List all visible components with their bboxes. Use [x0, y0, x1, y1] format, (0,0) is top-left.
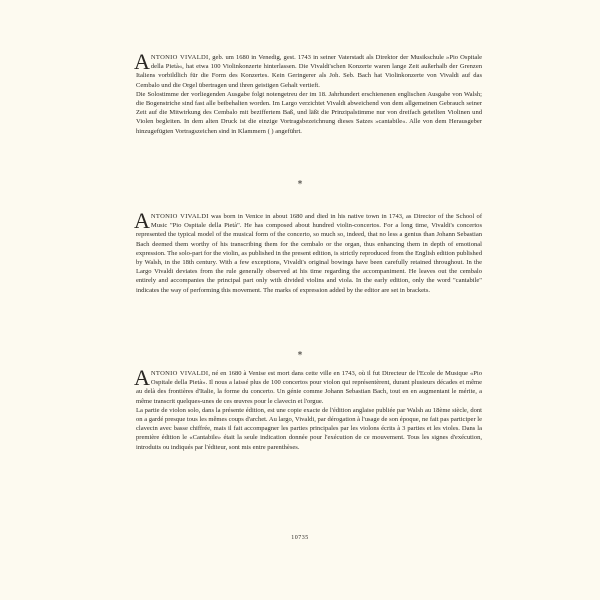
section-separator: *: [297, 351, 303, 361]
english-section: [134, 208, 482, 295]
french-paragraph-2: La partie de violon solo, dans la présente édition, est une copie exacte de l'édition anglaise publiée par Walsh au 18ème siècle, dont on a gardé presque tous les mêmes coups d'archet. Au largo, Vivaldi, par dérogation à l'usage de son époque, ne fait pas participer le clavecin avec basse chiffrée, mais il fait accompagner les parties principales par les violons écrits à 3 parties et les violes. Dans la première édition le «Cantabile» était la seule indication donnée pour l'exécution de ce mouvement. Tous les signes d'exécution, introduits ou indiqués par l'éditeur, sont mis entre parenthèses.: [136, 406, 482, 451]
french-section: [134, 365, 482, 452]
german-dropcap: A: [134, 49, 150, 74]
german-paragraph-2: Die Solostimme der vorliegenden Ausgabe folgt notengetreu der im 18. Jahrhundert erschienenen englischen Ausgabe von Walsh; die Bogenstriche sind fast alle beibehalten worden. Im Largo verzichtet Vivaldi abweichend von dem allgemeinen Gebrauch seiner Zeit auf die Mitwirkung des Cembalo mit beziffertem Baß, und läßt die Prinzipalstimme nur von dreifach geteilten Violinen und Violen begleiten. In dem alten Druck ist die einzige Vortragsbezeichnung dieses Satzes »cantabile«. Alle von dem Herausgeber hinzugefügten Vortragszeichen sind in Klammern ( ) angeführt.: [136, 90, 482, 135]
english-composer-name: NTONIO VIVALDI: [150, 213, 209, 220]
english-paragraph-1: [134, 208, 482, 295]
german-paragraph-1: [134, 49, 483, 90]
french-composer-name: NTONIO VIVALDI: [150, 370, 209, 377]
french-dropcap: A: [134, 365, 150, 390]
german-composer-name: NTONIO VIVALDI: [150, 54, 209, 61]
page-footer-number: 10735: [291, 535, 309, 541]
english-dropcap: A: [134, 208, 150, 233]
french-text-1: , né en 1680 à Venise est mort dans cette ville en 1743, où il fut Directeur de l'Ecole de Musique «Pio Ospitale della Pietà». Il nous a laissé plus de 100 concertos pour violon qui représentèrent, durant plusieurs décades et même au delà des frontières d'Italie, la forme du concerto. Un génie comme Johann Sebastian Bach, tout en en augmentant le mérite, a même transcrit quelques-unes de ces œuvres pour le clavecin et l'orgue.: [136, 370, 482, 405]
german-section: [134, 49, 483, 136]
english-text-1: was born in Venice in about 1680 and died in his native town in 1743, as Director of the School of Music "Pio Ospitale della Pietà". He has composed about hundred violin-concertos. For a long time, Vivaldi's concertos represented the typical model of the musical form of the concerto, so much so, indeed, that no less a genius than Johann Sebastian Bach deemed them worthy of his transcribing them for the cembalo or the organ, thus enhancing them in depth of emotional expression. The solo-part for the violin, as published in the present edition, is strictly reproduced from the English edition published by Walsh, in the 18th century. With a few exceptions, Vivaldi's original bowings have been carefully retained throughout. In the Largo Vivaldi deviates from the rule generally observed at his time regarding the accompaniment. He leaves out the cembalo entirely and accompanies the principal part only with divided violins and viola. In the early edition, only the word "cantabile" indicates the way of performing this movement. The marks of expression added by the editor are set in brackets.: [136, 213, 482, 294]
german-text-1: , geb. um 1680 in Venedig, gest. 1743 in seiner Vaterstadt als Direktor der Musikschule »Pio Ospitale della Pietà«, hat etwa 100 Violinkonzerte hinterlassen. Die Vivaldi'schen Konzerte waren lange Zeit außerhalb der Grenzen Italiens vorbildlich für die Form des Konzertes. Kein Geringerer als Joh. Seb. Bach hat Violinkonzerte von Vivaldi auf das Cembalo und die Orgel übertragen und ihren geistigen Gehalt vertieft.: [136, 54, 483, 89]
section-separator: *: [297, 180, 303, 190]
french-paragraph-1: [134, 365, 482, 406]
